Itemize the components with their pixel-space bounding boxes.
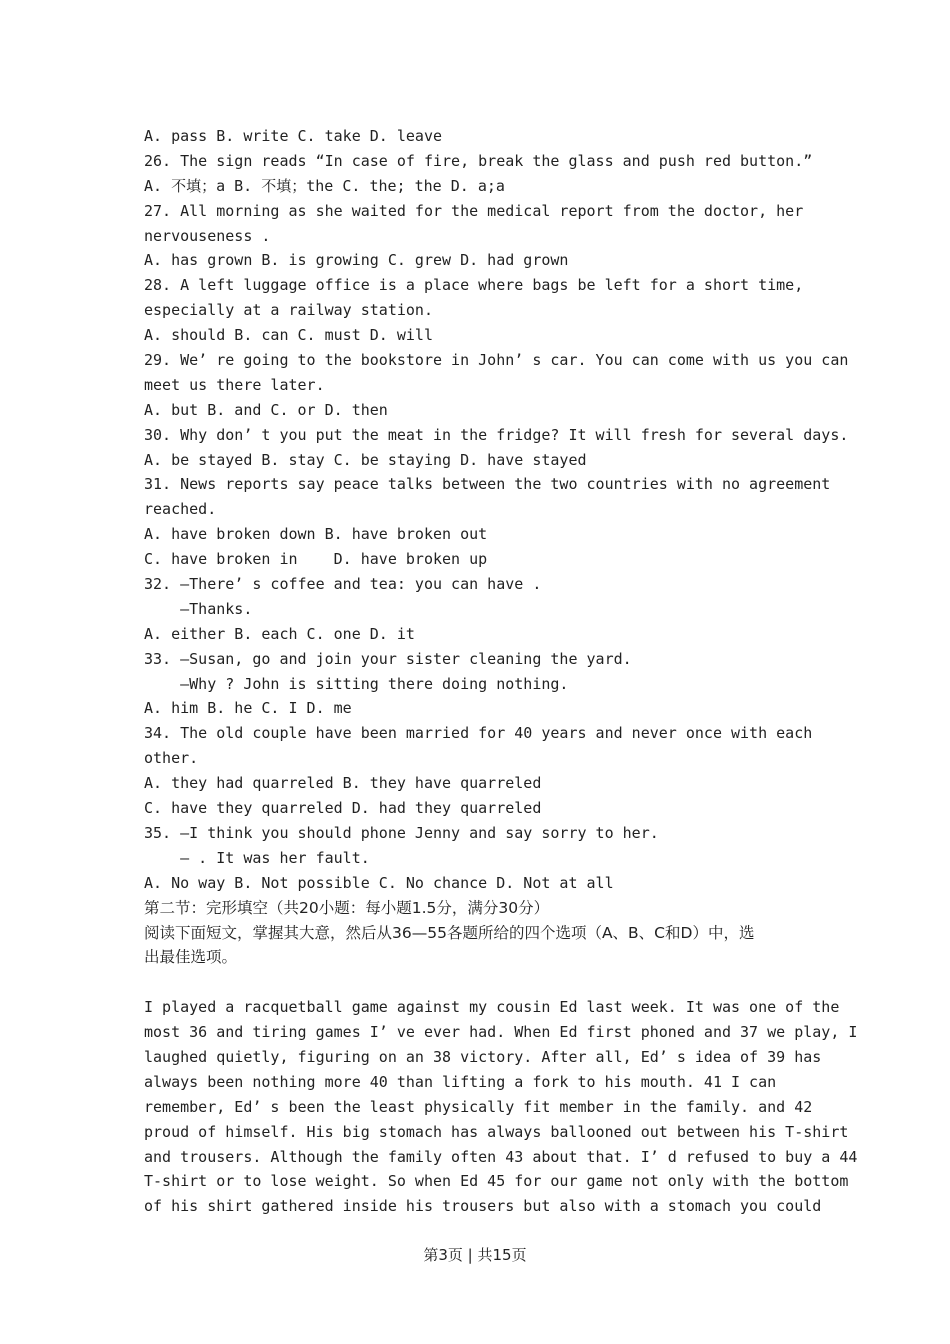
text-line bbox=[144, 970, 824, 995]
text-line: nervouseness . bbox=[144, 226, 271, 245]
text-line: A. has grown B. is growing C. grew D. had grown bbox=[144, 251, 569, 270]
text-line: I played a racquetball game against my cousin Ed last week. It was one of the bbox=[144, 998, 840, 1017]
text-line: 27. All morning as she waited for the medical report from the doctor, her bbox=[144, 201, 804, 220]
text-line: reached. bbox=[144, 500, 217, 519]
text-line: always been nothing more 40 than lifting a fork to his mouth. 41 I can bbox=[144, 1072, 777, 1091]
text-line: A. him B. he C. I D. me bbox=[144, 699, 352, 718]
text-line: laughed quietly, figuring on an 38 victory. After all, Ed’ s idea of 39 has bbox=[144, 1047, 822, 1066]
page-footer: 第3页 | 共15页 bbox=[423, 1246, 527, 1264]
text-line: —Thanks. bbox=[144, 599, 253, 618]
text-line: most 36 and tiring games I’ ve ever had. When Ed first phoned and 37 we play, I bbox=[144, 1023, 858, 1042]
text-line: remember, Ed’ s been the least physically fit member in the family. and 42 bbox=[144, 1097, 813, 1116]
text-line: C. have they quarreled D. had they quarreled bbox=[144, 799, 542, 818]
text-line: proud of himself. His big stomach has always ballooned out between his T-shirt bbox=[144, 1122, 849, 1141]
text-line: especially at a railway station. bbox=[144, 301, 433, 320]
text-line: A. they had quarreled B. they have quarreled bbox=[144, 774, 542, 793]
text-line: 28. A left luggage office is a place where bags be left for a short time, bbox=[144, 276, 804, 295]
section-text-line: 第二节：完形填空（共20小题：每小题1.5分，满分30分） bbox=[144, 898, 550, 917]
text-line: 32. —There’ s coffee and tea: you can have . bbox=[144, 575, 542, 594]
text-line: A. have broken down B. have broken out bbox=[144, 525, 488, 544]
text-line: C. have broken in D. have broken up bbox=[144, 550, 488, 569]
text-line: A. either B. each C. one D. it bbox=[144, 624, 415, 643]
section-text-line: 出最佳选项。 bbox=[144, 948, 238, 967]
section-text-line: 阅读下面短文，掌握其大意，然后从36—55各题所给的四个选项（A、B、C和D）中，选 bbox=[144, 923, 755, 942]
text-line: 34. The old couple have been married for 40 years and never once with each bbox=[144, 724, 813, 743]
text-line: A. should B. can C. must D. will bbox=[144, 326, 433, 345]
text-line: —Why ? John is sitting there doing nothing. bbox=[144, 674, 569, 693]
text-line: A. 不填；a B. 不填；the C. the; the D. a;a bbox=[144, 176, 505, 195]
text-line: meet us there later. bbox=[144, 375, 325, 394]
text-line: of his shirt gathered inside his trousers but also with a stomach you could bbox=[144, 1197, 822, 1216]
text-line: and trousers. Although the family often 43 about that. I’ d refused to buy a 44 bbox=[144, 1147, 858, 1166]
text-line: — . It was her fault. bbox=[144, 848, 370, 867]
text-line: other. bbox=[144, 749, 199, 768]
text-line: 33. —Susan, go and join your sister cleaning the yard. bbox=[144, 649, 632, 668]
text-line: A. No way B. Not possible C. No chance D. Not at all bbox=[144, 873, 614, 892]
text-line: T-shirt or to lose weight. So when Ed 45 for our game not only with the bottom bbox=[144, 1172, 849, 1191]
text-line: 29. We’ re going to the bookstore in John’ s car. You can come with us you can bbox=[144, 351, 849, 370]
text-line: 35. —I think you should phone Jenny and say sorry to her. bbox=[144, 823, 659, 842]
text-line: 26. The sign reads “In case of fire, break the glass and push red button.” bbox=[144, 151, 813, 170]
text-line: A. be stayed B. stay C. be staying D. have stayed bbox=[144, 450, 587, 469]
text-line: A. pass B. write C. take D. leave bbox=[144, 127, 443, 145]
text-line: A. but B. and C. or D. then bbox=[144, 400, 388, 419]
text-line: 30. Why don’ t you put the meat in the fridge? It will fresh for several days. bbox=[144, 425, 849, 444]
page-content bbox=[144, 124, 858, 1219]
text-line: 31. News reports say peace talks between the two countries with no agreement bbox=[144, 475, 831, 494]
